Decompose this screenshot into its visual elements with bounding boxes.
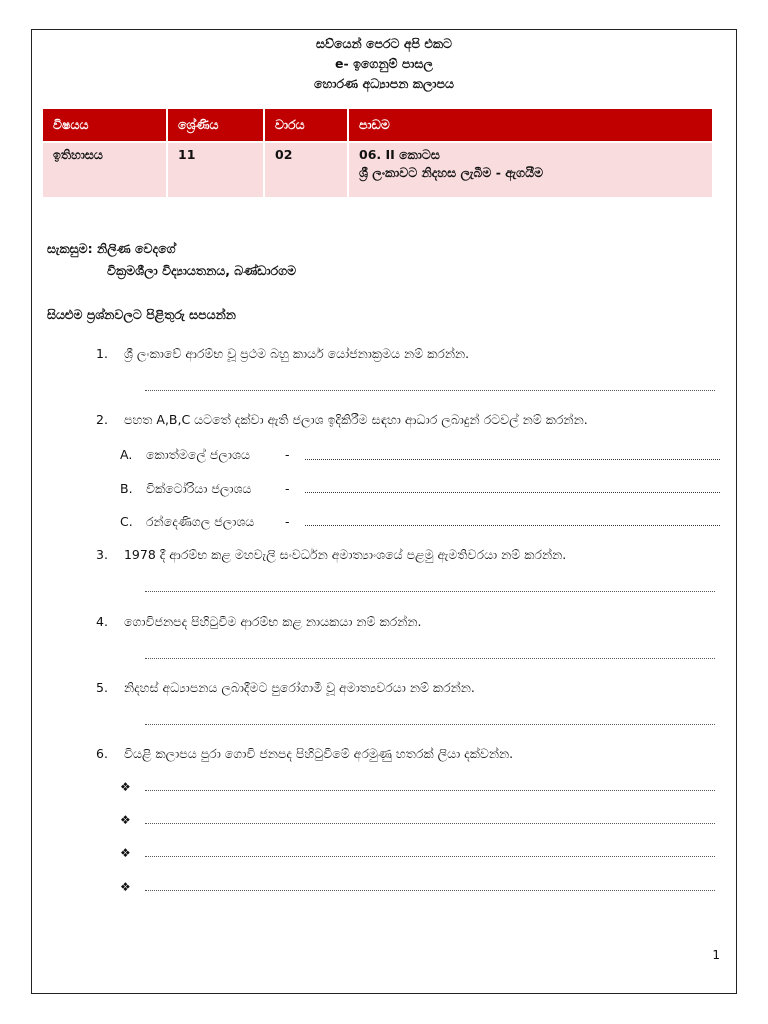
answer-line-2b[interactable] [305, 482, 720, 493]
item-letter: B. [120, 481, 133, 496]
answer-line-1[interactable] [145, 380, 715, 391]
question-text: නිදහස් අධ්‍යාපනය ලබාදීමට පුරෝගාමී වූ අමාත්‍යවරයා නම් කරන්න. [123, 680, 475, 695]
document-header [0, 34, 768, 94]
item-text: කොත්මලේ ජලාශය [145, 447, 250, 462]
header-lesson: පාඩම [348, 109, 712, 142]
instruction-text: සියළුම ප්‍රශ්නවලට පිළිතුරු සපයන්න [47, 307, 236, 322]
diamond-bullet-icon: ❖ [120, 880, 131, 894]
question-5 [96, 680, 475, 696]
question-text: පහත A,B,C යටතේ දක්වා ඇති ජලාශ ඉදිකිරීම සඳහා ආධාර ලබාදුන් රටවල් නම් කරන්න. [123, 412, 588, 427]
answer-line-6-4[interactable] [145, 880, 715, 891]
item-dash: - [285, 481, 290, 496]
header-line-1: සව්යෙන් පෙරට අපි එකට [316, 36, 452, 51]
item-dash: - [285, 447, 290, 462]
question-number: 5. [96, 680, 108, 695]
answer-line-2a[interactable] [305, 449, 720, 460]
cell-term: 02 [264, 142, 348, 197]
q2-item-c [120, 514, 290, 530]
answer-line-2c[interactable] [305, 515, 720, 526]
answer-line-4[interactable] [145, 648, 715, 659]
answer-line-6-3[interactable] [145, 846, 715, 857]
question-2 [96, 412, 588, 428]
diamond-bullet-icon: ❖ [120, 780, 131, 794]
compiler-info [47, 238, 296, 282]
compiler-school: වික්‍රමශීලා විද්‍යායතනය, බණ්ඩාරගම [107, 263, 297, 278]
answer-line-3[interactable] [145, 581, 715, 592]
question-3 [96, 547, 566, 563]
question-number: 3. [96, 547, 108, 562]
question-text: වියළි කලාපය පුරා ගොවි ජනපද පිහිටුවීමේ අරමුණු හතරක් ලියා දක්වන්න. [123, 746, 514, 761]
header-term: වාරය [264, 109, 348, 142]
item-dash: - [285, 514, 290, 529]
diamond-bullet-icon: ❖ [120, 813, 131, 827]
header-grade: ශ්‍රේණිය [167, 109, 264, 142]
question-number: 2. [96, 412, 108, 427]
header-subject: විෂයය [43, 109, 167, 142]
item-letter: C. [120, 514, 133, 529]
answer-line-5[interactable] [145, 714, 715, 725]
item-letter: A. [120, 447, 133, 462]
question-number: 6. [96, 746, 108, 761]
answer-line-6-1[interactable] [145, 780, 715, 791]
question-4 [96, 614, 421, 630]
page-number: 1 [712, 948, 720, 962]
item-text: වික්ටෝරියා ජලාශය [145, 481, 252, 496]
question-text: 1978 දී ආරම්භ කළ මහවැලි සංවර්ධන අමාත්‍යාංශයේ පළමු ඇමතිවරයා නම් කරන්න. [123, 547, 567, 562]
lesson-info-table [43, 109, 712, 197]
cell-lesson [348, 142, 712, 197]
table-header-row [43, 109, 712, 142]
lesson-line-1: 06. II කොටස [359, 147, 440, 162]
cell-grade: 11 [167, 142, 264, 197]
lesson-line-2: ශ්‍රී ලංකාවට නිදහස ලැබීම - ඇගයීම [359, 165, 544, 180]
question-1 [96, 346, 469, 362]
question-text: ගොවිජනපද පිහිටුවීම ආරම්භ කළ නායකයා නම් කරන්න. [123, 614, 422, 629]
question-number: 4. [96, 614, 108, 629]
header-line-2: e- ඉගෙනුම් පාසල [335, 56, 433, 71]
answer-line-6-2[interactable] [145, 813, 715, 824]
header-line-3: හොරණ අධ්‍යාපන කලාපය [314, 76, 454, 91]
table-row [43, 142, 712, 197]
compiler-name: සැකසුම: නිලිණ වෙදගේ [47, 241, 176, 256]
question-6 [96, 746, 513, 762]
q2-item-a [120, 447, 290, 463]
item-text: රන්දෙණිගල ජලාශය [145, 514, 255, 529]
q2-item-b [120, 481, 290, 497]
diamond-bullet-icon: ❖ [120, 846, 131, 860]
question-text: ශ්‍රී ලංකාවේ ආරම්භ වූ ප්‍රථම බහු කාර්ය යෝජනාක්‍රමය නම් කරන්න. [123, 346, 470, 361]
cell-subject: ඉතිහාසය [43, 142, 167, 197]
question-number: 1. [96, 346, 108, 361]
